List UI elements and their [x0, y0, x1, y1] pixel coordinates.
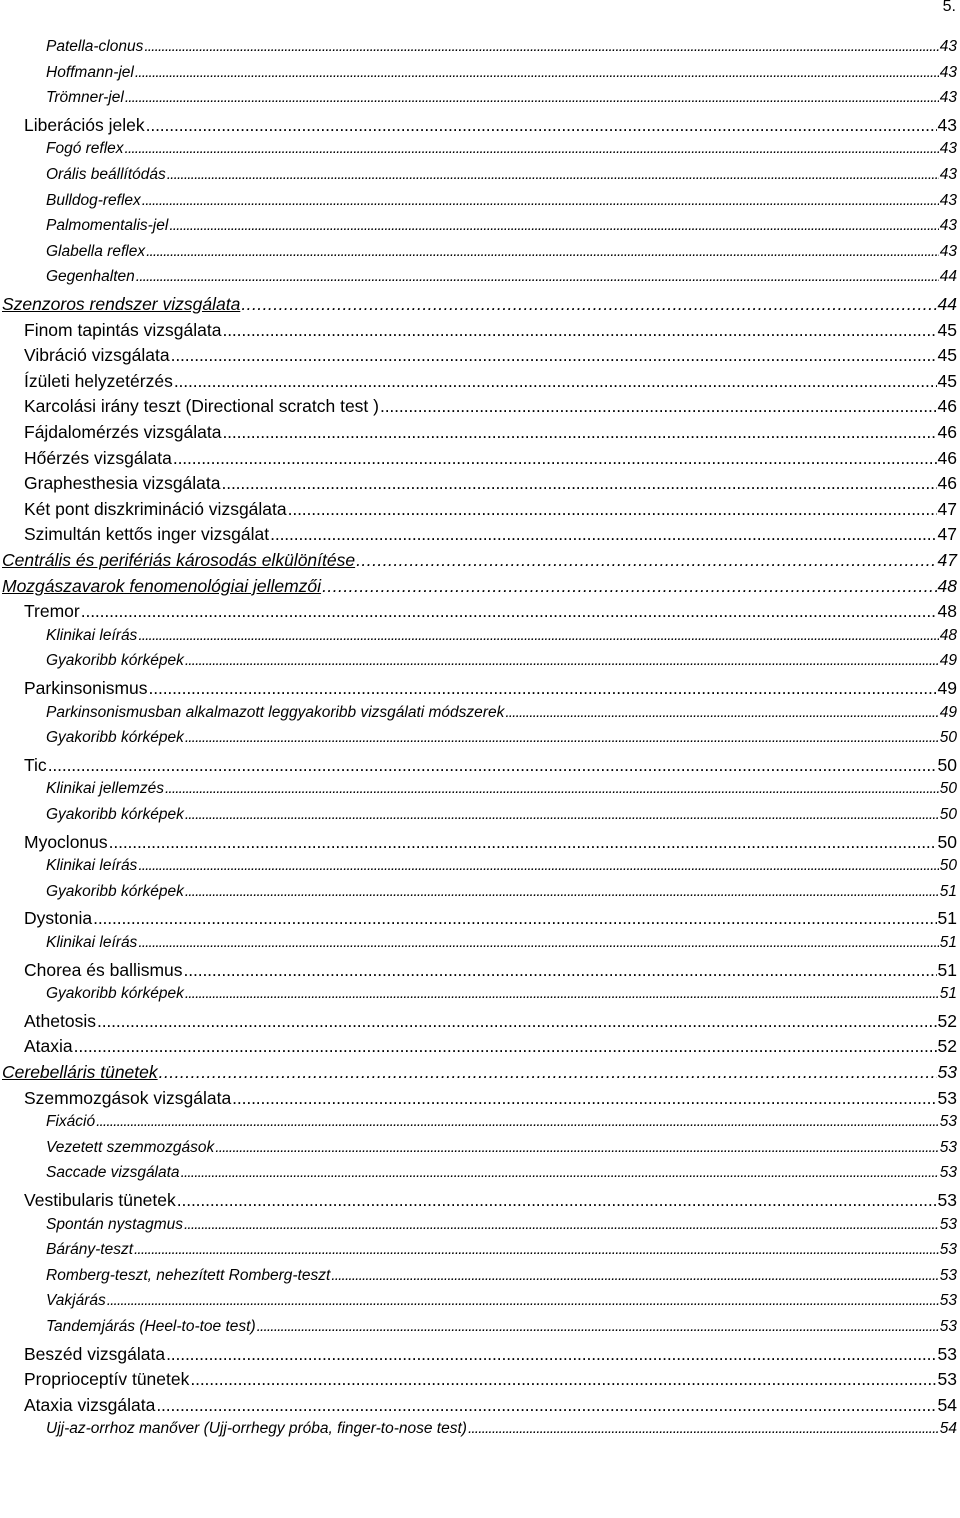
toc-leader-dots: [146, 115, 937, 136]
toc-leader-dots: [81, 601, 937, 622]
toc-entry-title: Orális beállítódás: [46, 166, 166, 183]
toc-entry-title: Saccade vizsgálata: [46, 1164, 180, 1182]
toc-entry-page: 43: [939, 242, 957, 260]
toc-entry[interactable]: [0, 243, 957, 261]
toc-entry[interactable]: [0, 960, 957, 981]
toc-entry[interactable]: [0, 64, 957, 82]
toc-leader-dots: [270, 524, 936, 545]
toc-entry-page: 47: [937, 524, 957, 545]
toc-entry[interactable]: [0, 524, 957, 545]
toc-entry[interactable]: [0, 678, 957, 699]
toc-leader-dots: [356, 550, 936, 571]
toc-entry-title: Gyakoribb kórképek: [46, 652, 184, 670]
toc-entry-page: 43: [939, 63, 957, 81]
toc-entry-page: 44: [939, 268, 957, 286]
toc-entry[interactable]: [0, 345, 957, 366]
toc-entry[interactable]: [0, 550, 957, 571]
toc-entry-title: Ataxia vizsgálata: [24, 1394, 156, 1415]
toc-entry-title: Myoclonus: [24, 831, 108, 852]
toc-leader-dots: [144, 38, 938, 56]
toc-leader-dots: [468, 1420, 939, 1438]
toc-entry-title: Gegenhalten: [46, 268, 135, 286]
toc-entry[interactable]: [0, 38, 957, 56]
toc-entry-page: 53: [937, 1190, 957, 1210]
toc-leader-dots: [167, 166, 939, 184]
toc-entry-title: Graphesthesia vizsgálata: [24, 473, 221, 494]
toc-leader-dots: [222, 320, 936, 341]
toc-entry-page: 46: [937, 422, 957, 442]
toc-entry-page: 52: [937, 1036, 957, 1057]
toc-entry-title: Vibráció vizsgálata: [24, 345, 170, 366]
toc-entry-page: 48: [937, 575, 957, 596]
toc-entry[interactable]: [0, 192, 957, 210]
toc-entry-title: Dystonia: [24, 908, 93, 929]
toc-entry[interactable]: [0, 985, 957, 1003]
toc-entry-page: 47: [937, 498, 957, 519]
toc-entry-page: 53: [939, 1138, 957, 1156]
toc-entry-title: Klinikai leírás: [46, 626, 138, 644]
toc-entry-title: Centrális és perifériás károsodás elkülönítése: [2, 550, 356, 570]
toc-entry-page: 44: [937, 294, 957, 314]
toc-entry-title: Vezetett szemmozgások: [46, 1138, 215, 1156]
toc-entry-title: Gyakoribb kórképek: [46, 985, 184, 1003]
toc-entry-page: 43: [939, 89, 957, 107]
toc-leader-dots: [146, 243, 939, 261]
toc-entry-page: 52: [937, 1010, 957, 1031]
toc-entry[interactable]: [0, 934, 957, 952]
toc-entry-title: Tremor: [24, 601, 80, 622]
toc-entry[interactable]: [0, 883, 957, 901]
toc-entry-page: 53: [939, 1292, 957, 1310]
toc-entry[interactable]: [0, 832, 957, 853]
toc-entry-page: 50: [937, 754, 957, 775]
toc-entry-page: 50: [939, 729, 957, 747]
toc-leader-dots: [190, 1369, 936, 1390]
toc-entry[interactable]: [0, 89, 957, 107]
toc-entry-page: 50: [939, 806, 957, 823]
toc-entry-title: Fogó reflex: [46, 140, 124, 158]
toc-entry[interactable]: [0, 780, 957, 798]
toc-entry-page: 51: [939, 985, 957, 1003]
toc-entry-title: Gyakoribb kórképek: [46, 806, 184, 823]
toc-entry-title: Bárány-teszt: [46, 1241, 134, 1259]
toc-entry-page: 48: [937, 601, 957, 622]
toc-leader-dots: [174, 371, 937, 392]
toc-entry-title: Tic: [24, 754, 47, 775]
toc-entry-title: Bulldog-reflex: [46, 191, 141, 209]
toc-entry-page: 54: [937, 1394, 957, 1415]
toc-entry-page: 53: [939, 1318, 957, 1335]
toc-entry[interactable]: [0, 908, 957, 929]
toc-leader-dots: [97, 1011, 937, 1032]
toc-entry-title: Karcolási irány teszt (Directional scratch test ): [24, 396, 379, 417]
toc-leader-dots: [177, 1190, 937, 1211]
toc-leader-dots: [125, 89, 939, 107]
toc-entry-title: Fixáció: [46, 1113, 96, 1131]
toc-entry-page: 46: [937, 473, 957, 494]
toc-leader-dots: [169, 217, 938, 235]
toc-leader-dots: [138, 857, 938, 875]
toc-entry[interactable]: [0, 1164, 957, 1182]
toc-entry[interactable]: [0, 1216, 957, 1234]
toc-leader-dots: [241, 294, 936, 315]
toc-entry-page: 51: [937, 908, 957, 929]
toc-leader-dots: [184, 960, 937, 981]
toc-entry-title: Gyakoribb kórképek: [46, 729, 184, 747]
toc-entry[interactable]: [0, 294, 957, 315]
toc-entry-title: Ataxia: [24, 1036, 73, 1057]
toc-entry[interactable]: [0, 1113, 957, 1131]
toc-entry-page: 53: [939, 1266, 957, 1284]
toc-entry[interactable]: [0, 473, 957, 494]
toc-entry[interactable]: [0, 140, 957, 158]
toc-entry-page: 48: [939, 626, 957, 644]
toc-entry-title: Tandemjárás (Heel-to-toe test): [46, 1318, 256, 1335]
toc-entry-title: Vakjárás: [46, 1292, 106, 1310]
toc-leader-dots: [96, 1113, 939, 1131]
toc-entry[interactable]: [0, 1139, 957, 1157]
toc-leader-dots: [136, 268, 939, 286]
toc-entry[interactable]: [0, 755, 957, 776]
toc-leader-dots: [159, 1062, 937, 1083]
toc-leader-dots: [134, 1241, 939, 1259]
toc-entry-title: Proprioceptív tünetek: [24, 1369, 190, 1390]
toc-entry[interactable]: [0, 268, 957, 286]
toc-leader-dots: [125, 140, 939, 158]
toc-leader-dots: [380, 396, 937, 417]
toc-entry[interactable]: [0, 396, 957, 417]
toc-entry[interactable]: [0, 1088, 957, 1109]
toc-entry-title: Trömner-jel: [46, 89, 124, 107]
toc-entry-page: 51: [939, 934, 957, 951]
toc-entry[interactable]: [0, 448, 957, 469]
toc-entry-title: Fájdalomérzés vizsgálata: [24, 422, 222, 442]
toc-leader-dots: [156, 1395, 936, 1416]
toc-entry[interactable]: [0, 652, 957, 670]
toc-entry-title: Szimultán kettős inger vizsgálat: [24, 524, 270, 545]
toc-entry-title: Romberg-teszt, nehezített Romberg-teszt: [46, 1266, 331, 1284]
toc-entry[interactable]: [0, 371, 957, 392]
toc-entry-page: 43: [939, 166, 957, 183]
toc-entry-title: Mozgászavarok fenomenológiai jellemzői: [2, 575, 322, 596]
toc-entry[interactable]: [0, 1190, 957, 1211]
toc-leader-dots: [138, 627, 938, 645]
toc-entry-page: 43: [939, 191, 957, 209]
toc-entry-title: Beszéd vizsgálata: [24, 1343, 166, 1364]
toc-entry[interactable]: [0, 704, 957, 722]
toc-entry-title: Hoffmann-jel: [46, 63, 134, 81]
toc-entry-page: 43: [939, 140, 957, 158]
toc-entry[interactable]: [0, 1395, 957, 1416]
toc-entry-page: 50: [939, 780, 957, 798]
toc-entry[interactable]: [0, 601, 957, 622]
toc-entry-title: Vestibularis tünetek: [24, 1190, 176, 1210]
toc-entry[interactable]: [0, 1318, 957, 1336]
toc-entry-title: Chorea és ballismus: [24, 959, 183, 980]
toc-entry-page: 43: [939, 217, 957, 235]
toc-entry-title: Palmomentalis-jel: [46, 217, 169, 235]
toc-leader-dots: [74, 1036, 937, 1057]
toc-entry[interactable]: [0, 627, 957, 645]
toc-entry-title: Cerebelláris tünetek: [2, 1062, 158, 1082]
toc-entry-title: Két pont diszkrimináció vizsgálata: [24, 498, 287, 519]
toc-leader-dots: [181, 1164, 939, 1182]
toc-entry-title: Parkinsonismusban alkalmazott leggyakoribb vizsgálati módszerek: [46, 703, 505, 721]
toc-entry[interactable]: [0, 1062, 957, 1083]
toc-entry-title: Athetosis: [24, 1010, 96, 1031]
toc-entry-page: 45: [937, 345, 957, 366]
toc-entry-page: 47: [937, 550, 957, 570]
toc-entry[interactable]: [0, 1344, 957, 1365]
toc-leader-dots: [185, 883, 939, 901]
toc-entry-title: Finom tapintás vizsgálata: [24, 319, 222, 340]
toc-leader-dots: [142, 192, 939, 210]
toc-entry-page: 45: [937, 319, 957, 340]
toc-entry[interactable]: [0, 422, 957, 443]
toc-leader-dots: [288, 499, 937, 520]
toc-leader-dots: [185, 985, 939, 1003]
toc-entry[interactable]: [0, 1036, 957, 1057]
toc-leader-dots: [222, 473, 937, 494]
toc-leader-dots: [93, 908, 936, 929]
toc-leader-dots: [505, 704, 938, 722]
toc-entry-title: Glabella reflex: [46, 242, 146, 260]
toc-entry-title: Klinikai jellemzés: [46, 780, 165, 798]
toc-entry[interactable]: [0, 166, 957, 184]
toc-entry-page: 43: [937, 114, 957, 135]
toc-entry[interactable]: [0, 1011, 957, 1032]
toc-entry-title: Liberációs jelek: [24, 114, 145, 135]
toc-leader-dots: [184, 1216, 939, 1234]
toc-entry-page: 50: [939, 857, 957, 875]
toc-entry-page: 49: [939, 652, 957, 670]
toc-entry-page: 53: [937, 1087, 957, 1108]
toc-entry-page: 43: [939, 38, 957, 55]
toc-entry-title: Ujj-az-orrhoz manőver (Ujj-orrhegy próba, finger-to-nose test): [46, 1420, 467, 1438]
toc-entry-title: Gyakoribb kórképek: [46, 882, 184, 900]
toc-leader-dots: [232, 1088, 936, 1109]
toc-entry-page: 53: [939, 1215, 957, 1233]
toc-leader-dots: [215, 1139, 938, 1157]
toc-entry-title: Patella-clonus: [46, 38, 144, 55]
toc-entry-title: Hőérzés vizsgálata: [24, 447, 172, 468]
toc-entry-page: 46: [937, 447, 957, 468]
toc-entry-page: 49: [937, 678, 957, 698]
toc-entry[interactable]: [0, 1241, 957, 1259]
toc-entry-page: 51: [939, 882, 957, 900]
toc-entry[interactable]: [0, 857, 957, 875]
toc-leader-dots: [173, 448, 937, 469]
toc-leader-dots: [257, 1318, 939, 1336]
toc-entry-page: 50: [937, 831, 957, 852]
toc-entry-page: 45: [937, 370, 957, 391]
toc-leader-dots: [171, 345, 937, 366]
toc-entry-title: Klinikai leírás: [46, 934, 138, 951]
toc-leader-dots: [149, 678, 937, 699]
toc-entry-title: Szemmozgások vizsgálata: [24, 1087, 232, 1108]
toc-entry-page: 49: [939, 703, 957, 721]
toc-entry[interactable]: [0, 729, 957, 747]
toc-entry-title: Klinikai leírás: [46, 857, 138, 875]
toc-leader-dots: [48, 755, 937, 776]
toc-entry-page: 53: [937, 1062, 957, 1082]
toc-entry-page: 53: [939, 1164, 957, 1182]
page-number: 5.: [942, 0, 956, 15]
toc-entry-page: 53: [939, 1113, 957, 1131]
toc-entry-page: 46: [937, 396, 957, 417]
toc-entry-page: 54: [939, 1420, 957, 1438]
toc-entry[interactable]: [0, 806, 957, 824]
toc-entry[interactable]: [0, 576, 957, 597]
toc-entry[interactable]: [0, 499, 957, 520]
toc-entry[interactable]: [0, 217, 957, 235]
toc-entry[interactable]: [0, 1292, 957, 1310]
toc-leader-dots: [185, 806, 939, 824]
toc-entry-page: 53: [937, 1369, 957, 1390]
toc-leader-dots: [109, 832, 937, 853]
toc-leader-dots: [166, 1344, 936, 1365]
toc-entry-page: 53: [937, 1343, 957, 1364]
toc-leader-dots: [185, 729, 939, 747]
toc-leader-dots: [322, 576, 936, 597]
toc-leader-dots: [222, 422, 936, 443]
toc-entry-title: Szenzoros rendszer vizsgálata: [2, 294, 241, 314]
toc-leader-dots: [165, 780, 939, 798]
toc-entry-title: Parkinsonismus: [24, 678, 148, 698]
toc-leader-dots: [135, 64, 939, 82]
toc-entry[interactable]: [0, 1267, 957, 1285]
toc-leader-dots: [138, 934, 938, 952]
toc-entry-page: 53: [939, 1241, 957, 1259]
toc-entry[interactable]: [0, 320, 957, 341]
toc-entry[interactable]: [0, 115, 957, 136]
toc-entry-title: Spontán nystagmus: [46, 1215, 184, 1233]
toc-entry-title: Ízületi helyzetérzés: [24, 370, 173, 391]
toc-entry[interactable]: [0, 1369, 957, 1390]
toc-leader-dots: [331, 1267, 938, 1285]
toc-leader-dots: [185, 652, 939, 670]
toc-entry[interactable]: [0, 1420, 957, 1438]
toc-entry-page: 51: [937, 959, 957, 980]
toc-leader-dots: [107, 1292, 939, 1310]
